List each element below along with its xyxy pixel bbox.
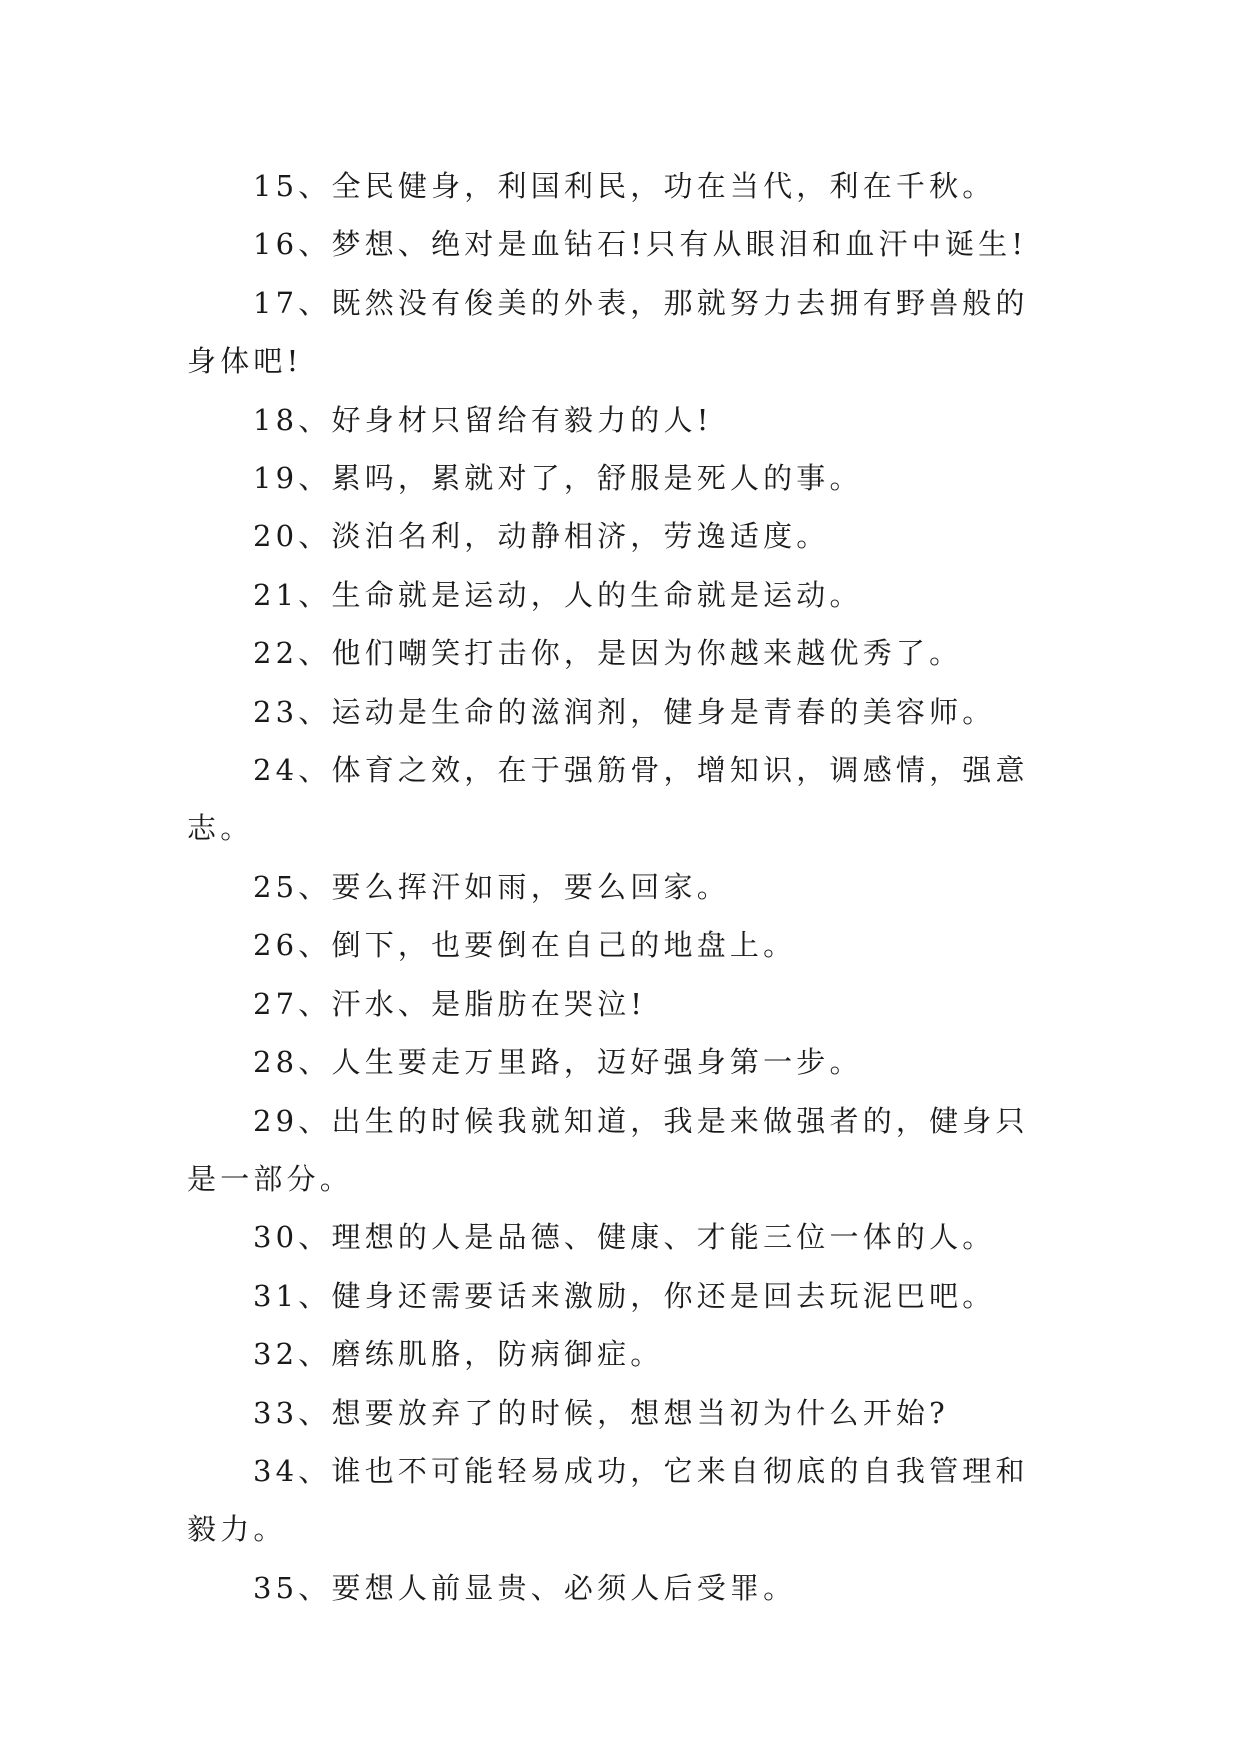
paragraph-25: 25、要么挥汗如雨，要么回家。 bbox=[253, 869, 730, 904]
paragraph-15: 15、全民健身，利国利民，功在当代，利在千秋。 bbox=[253, 169, 996, 203]
paragraph-17: 17、既然没有俊美的外表，那就努力去拥有野兽般的身体吧! bbox=[187, 285, 1029, 379]
paragraph-35: 35、要想人前显贵、必须人后受罪。 bbox=[253, 1570, 797, 1605]
paragraph-18: 18、好身材只留给有毅力的人! bbox=[253, 402, 713, 437]
paragraph-22: 22、他们嘲笑打击你，是因为你越来越优秀了。 bbox=[253, 636, 963, 671]
paragraph-33: 33、想要放弃了的时候，想想当初为什么开始? bbox=[253, 1395, 949, 1430]
paragraph-23: 23、运动是生命的滋润剂，健身是青春的美容师。 bbox=[253, 694, 996, 729]
paragraph-21: 21、生命就是运动，人的生命就是运动。 bbox=[253, 577, 863, 612]
paragraph-28: 28、人生要走万里路，迈好强身第一步。 bbox=[253, 1045, 863, 1080]
paragraph-27: 27、汗水、是脂肪在哭泣! bbox=[253, 986, 647, 1021]
paragraph-24: 24、体育之效，在于强筋骨，增知识，调感情，强意志。 bbox=[187, 753, 1029, 846]
paragraph-20: 20、淡泊名利，动静相济，劳逸适度。 bbox=[253, 519, 830, 554]
paragraph-30: 30、理想的人是品德、健康、才能三位一体的人。 bbox=[253, 1220, 996, 1255]
paragraph-16: 16、梦想、绝对是血钻石!只有从眼泪和血汗中诞生! bbox=[253, 227, 1028, 262]
paragraph-26: 26、倒下，也要倒在自己的地盘上。 bbox=[253, 928, 797, 963]
paragraph-34: 34、谁也不可能轻易成功，它来自彻底的自我管理和毅力。 bbox=[187, 1453, 1029, 1547]
paragraph-32: 32、磨练肌胳，防病御症。 bbox=[253, 1337, 664, 1372]
paragraph-31: 31、健身还需要话来激励，你还是回去玩泥巴吧。 bbox=[253, 1278, 996, 1313]
paragraph-29: 29、出生的时候我就知道，我是来做强者的，健身只是一部分。 bbox=[187, 1103, 1029, 1196]
paragraph-19: 19、累吗，累就对了，舒服是死人的事。 bbox=[253, 461, 863, 496]
document-body bbox=[187, 157, 1057, 1617]
